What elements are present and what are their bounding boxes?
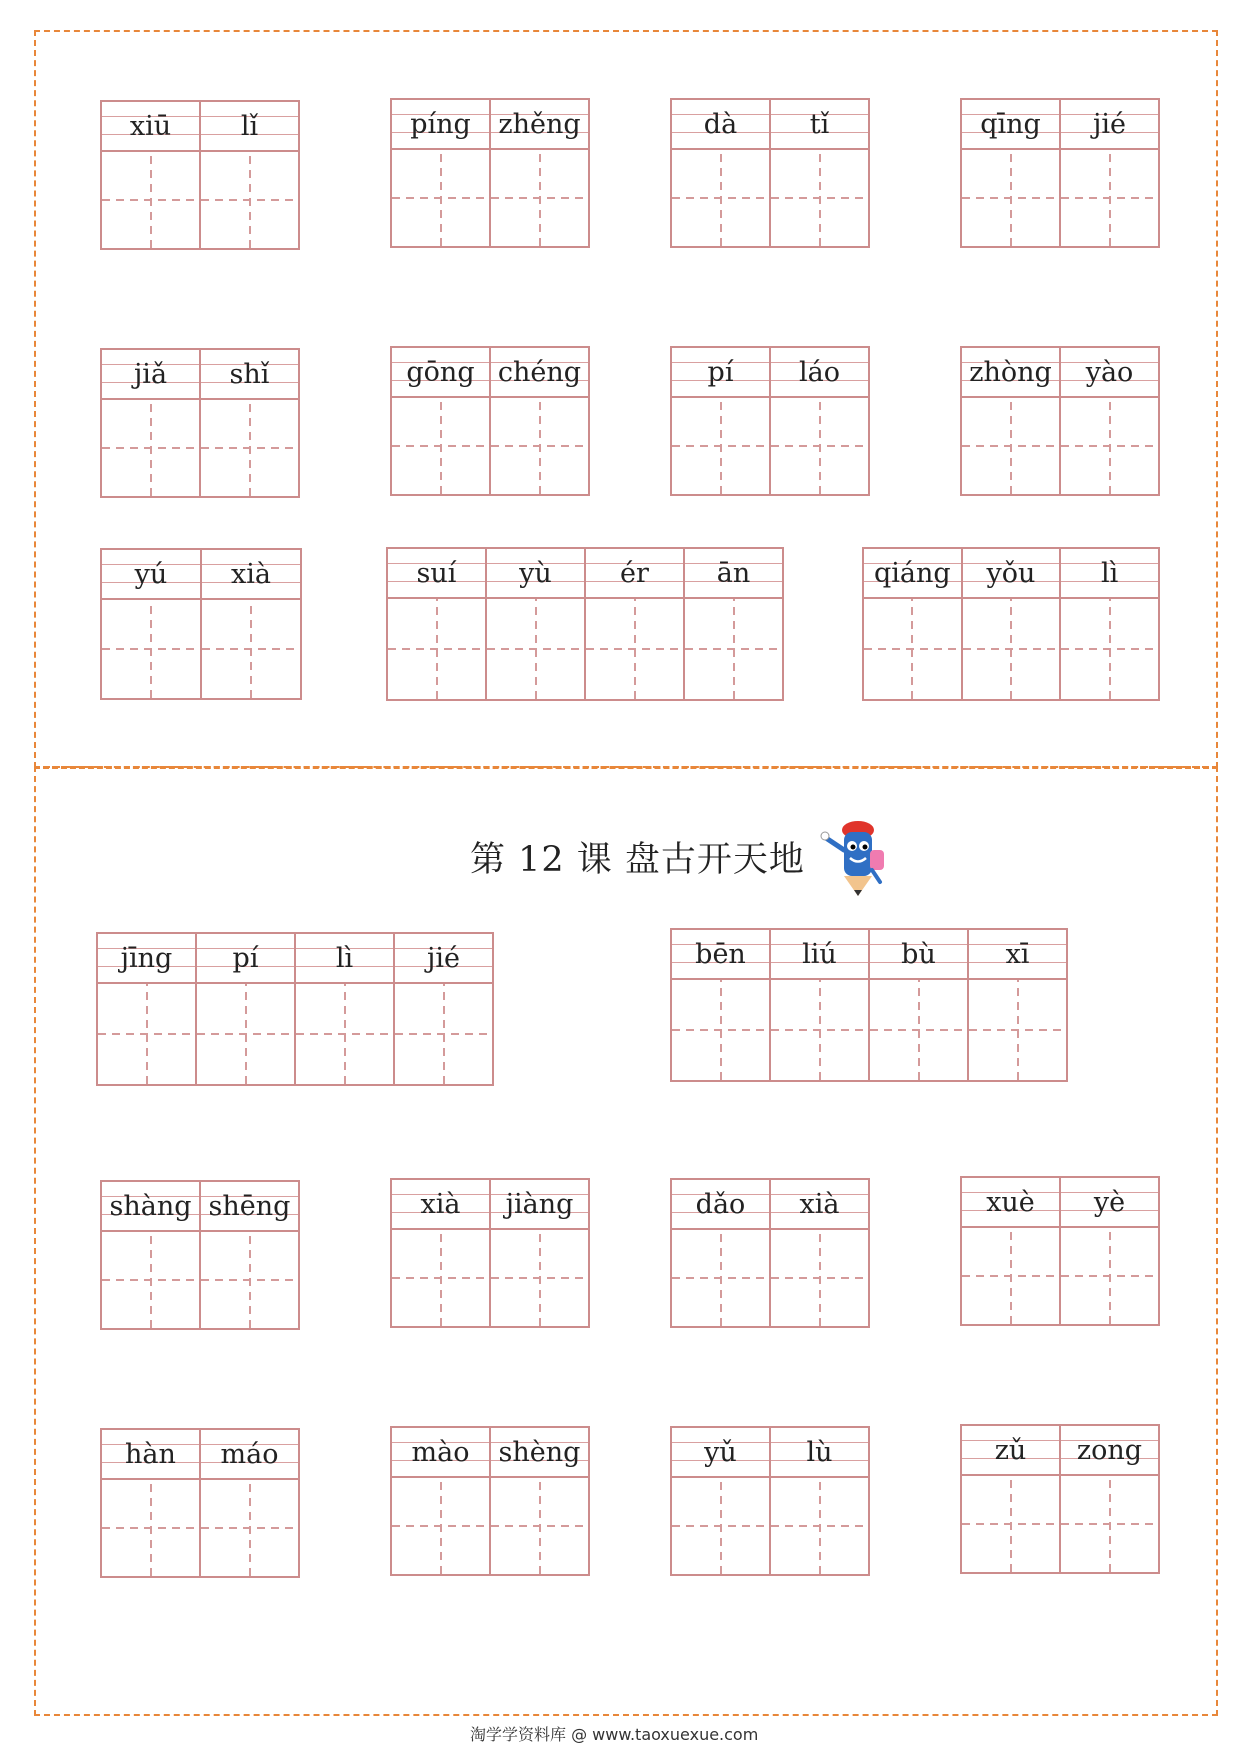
- writing-box[interactable]: [672, 398, 769, 494]
- pinyin-label: [392, 1180, 489, 1230]
- character-cell: [98, 934, 197, 1084]
- character-cell: [962, 348, 1061, 494]
- character-cell: [392, 1428, 491, 1574]
- pinyin-text: jiàng: [505, 1188, 574, 1220]
- pinyin-label: [392, 1428, 489, 1478]
- writing-box[interactable]: [201, 400, 298, 496]
- pinyin-text: gōng: [406, 356, 475, 388]
- character-cell: [201, 350, 298, 496]
- writing-box[interactable]: [672, 980, 769, 1080]
- pinyin-text: láo: [799, 356, 840, 388]
- pinyin-label: [962, 1426, 1059, 1476]
- pinyin-label: [969, 930, 1066, 980]
- writing-box[interactable]: [962, 398, 1059, 494]
- word-grid: [96, 932, 494, 1086]
- pinyin-label: [962, 348, 1059, 398]
- writing-box[interactable]: [197, 984, 294, 1084]
- pinyin-text: píng: [410, 108, 471, 140]
- character-cell: [1061, 100, 1158, 246]
- pinyin-label: [672, 1180, 769, 1230]
- pinyin-text: hàn: [125, 1438, 176, 1470]
- writing-box[interactable]: [962, 150, 1059, 246]
- writing-box[interactable]: [672, 1478, 769, 1574]
- pinyin-label: [672, 100, 769, 150]
- character-cell: [672, 348, 771, 494]
- word-grid: [670, 346, 870, 496]
- pinyin-label: [487, 549, 584, 599]
- pinyin-label: [102, 350, 199, 400]
- word-grid: [386, 547, 784, 701]
- pinyin-text: lì: [335, 942, 354, 974]
- writing-box[interactable]: [491, 1478, 588, 1574]
- writing-box[interactable]: [962, 1476, 1059, 1572]
- character-cell: [197, 934, 296, 1084]
- writing-box[interactable]: [771, 150, 868, 246]
- pinyin-label: [491, 348, 588, 398]
- pinyin-text: lì: [1101, 557, 1119, 589]
- word-grid: [390, 1178, 590, 1328]
- character-cell: [586, 549, 685, 699]
- pinyin-label: [491, 1180, 588, 1230]
- pinyin-text: jié: [1093, 108, 1126, 140]
- pinyin-label: [1061, 1426, 1158, 1476]
- writing-box[interactable]: [102, 1232, 199, 1328]
- pinyin-text: chéng: [497, 356, 582, 388]
- writing-box[interactable]: [491, 150, 588, 246]
- pinyin-label: [102, 550, 200, 600]
- writing-box[interactable]: [771, 1478, 868, 1574]
- character-cell: [864, 549, 963, 699]
- pinyin-text: yú: [134, 558, 168, 590]
- writing-box[interactable]: [102, 1480, 199, 1576]
- pinyin-text: shàng: [109, 1190, 192, 1222]
- pinyin-label: [672, 930, 769, 980]
- writing-box[interactable]: [963, 599, 1060, 699]
- writing-box[interactable]: [491, 398, 588, 494]
- pinyin-label: [201, 1430, 298, 1480]
- character-cell: [672, 930, 771, 1080]
- pinyin-label: [962, 100, 1059, 150]
- word-grid: [862, 547, 1160, 701]
- character-cell: [102, 1182, 201, 1328]
- pinyin-text: xià: [420, 1188, 461, 1220]
- character-cell: [870, 930, 969, 1080]
- pinyin-label: [870, 930, 967, 980]
- character-cell: [201, 1430, 298, 1576]
- pinyin-text: zhòng: [969, 356, 1052, 388]
- character-cell: [962, 100, 1061, 246]
- pinyin-text: bēn: [695, 938, 746, 970]
- character-cell: [771, 100, 868, 246]
- pinyin-text: suí: [416, 557, 457, 589]
- pinyin-text: qiáng: [873, 557, 951, 589]
- character-cell: [491, 100, 588, 246]
- character-cell: [771, 930, 870, 1080]
- character-cell: [102, 1430, 201, 1576]
- pinyin-label: [586, 549, 683, 599]
- character-cell: [392, 348, 491, 494]
- pinyin-text: zǔ: [994, 1434, 1027, 1466]
- word-grid: [390, 1426, 590, 1576]
- writing-box[interactable]: [870, 980, 967, 1080]
- pinyin-label: [395, 934, 492, 984]
- pinyin-text: xuè: [986, 1186, 1035, 1218]
- character-cell: [963, 549, 1062, 699]
- writing-box[interactable]: [201, 1232, 298, 1328]
- writing-box[interactable]: [864, 599, 961, 699]
- character-cell: [102, 550, 202, 698]
- word-grid: [100, 348, 300, 498]
- pinyin-text: zong: [1076, 1434, 1143, 1466]
- pinyin-text: shēng: [208, 1190, 291, 1222]
- word-grid: [670, 1426, 870, 1576]
- section-divider: [34, 766, 1218, 769]
- writing-box[interactable]: [395, 984, 492, 1084]
- character-cell: [392, 100, 491, 246]
- pinyin-label: [771, 930, 868, 980]
- writing-box[interactable]: [685, 599, 782, 699]
- pinyin-label: [771, 348, 868, 398]
- pencil-mascot-icon: [818, 820, 896, 900]
- writing-box[interactable]: [202, 600, 300, 698]
- writing-box[interactable]: [672, 1230, 769, 1326]
- character-cell: [487, 549, 586, 699]
- writing-box[interactable]: [392, 398, 489, 494]
- writing-box[interactable]: [392, 1230, 489, 1326]
- writing-box[interactable]: [388, 599, 485, 699]
- pinyin-label: [1061, 100, 1158, 150]
- character-cell: [1061, 549, 1158, 699]
- pinyin-text: pí: [707, 356, 734, 388]
- character-cell: [1061, 1178, 1158, 1324]
- pinyin-text: jiǎ: [133, 358, 168, 390]
- word-grid: [100, 548, 302, 700]
- pinyin-text: liú: [802, 938, 837, 970]
- word-grid: [100, 1428, 300, 1578]
- writing-box[interactable]: [586, 599, 683, 699]
- writing-box[interactable]: [491, 1230, 588, 1326]
- pinyin-label: [672, 348, 769, 398]
- word-grid: [960, 1176, 1160, 1326]
- character-cell: [201, 102, 298, 248]
- word-grid: [670, 98, 870, 248]
- character-cell: [491, 1180, 588, 1326]
- writing-box[interactable]: [98, 984, 195, 1084]
- pinyin-label: [1061, 549, 1158, 599]
- pinyin-text: tǐ: [809, 108, 830, 140]
- word-grid: [390, 346, 590, 496]
- pinyin-label: [201, 350, 298, 400]
- pinyin-text: ān: [716, 557, 751, 589]
- pinyin-text: shèng: [498, 1436, 581, 1468]
- character-cell: [388, 549, 487, 699]
- writing-box[interactable]: [969, 980, 1066, 1080]
- pinyin-text: yù: [519, 557, 552, 589]
- writing-box[interactable]: [1061, 1476, 1158, 1572]
- character-cell: [1061, 348, 1158, 494]
- character-cell: [771, 1428, 868, 1574]
- character-cell: [201, 1182, 298, 1328]
- character-cell: [672, 1428, 771, 1574]
- writing-box[interactable]: [392, 1478, 489, 1574]
- pinyin-text: xià: [799, 1188, 840, 1220]
- pinyin-text: yǔ: [704, 1436, 737, 1468]
- character-cell: [685, 549, 782, 699]
- word-grid: [960, 1424, 1160, 1574]
- pinyin-text: xiū: [129, 110, 172, 142]
- pinyin-label: [771, 1180, 868, 1230]
- pinyin-label: [1061, 1178, 1158, 1228]
- character-cell: [392, 1180, 491, 1326]
- pinyin-label: [197, 934, 294, 984]
- character-cell: [202, 550, 300, 698]
- character-cell: [962, 1178, 1061, 1324]
- writing-box[interactable]: [487, 599, 584, 699]
- character-cell: [296, 934, 395, 1084]
- character-cell: [962, 1426, 1061, 1572]
- footer-credit: 淘学学资料库 @ www.taoxuexue.com: [470, 1725, 759, 1744]
- writing-box[interactable]: [771, 398, 868, 494]
- pinyin-label: [296, 934, 393, 984]
- pinyin-label: [102, 1430, 199, 1480]
- writing-box[interactable]: [102, 400, 199, 496]
- pinyin-label: [864, 549, 961, 599]
- pinyin-label: [672, 1428, 769, 1478]
- pinyin-label: [685, 549, 782, 599]
- pinyin-label: [202, 550, 300, 600]
- pinyin-text: pí: [232, 942, 259, 974]
- pinyin-text: yè: [1093, 1186, 1126, 1218]
- lesson-title: 第 12 课 盘古开天地: [470, 840, 805, 880]
- character-cell: [102, 102, 201, 248]
- writing-box[interactable]: [1061, 599, 1158, 699]
- word-grid: [390, 98, 590, 248]
- pinyin-label: [392, 100, 489, 150]
- pinyin-label: [102, 102, 199, 152]
- pinyin-text: xià: [231, 558, 271, 590]
- pinyin-label: [771, 100, 868, 150]
- writing-box[interactable]: [771, 1230, 868, 1326]
- pinyin-label: [491, 100, 588, 150]
- pinyin-label: [102, 1182, 199, 1232]
- character-cell: [771, 1180, 868, 1326]
- pinyin-text: dà: [703, 108, 738, 140]
- writing-box[interactable]: [771, 980, 868, 1080]
- character-cell: [491, 348, 588, 494]
- pinyin-label: [98, 934, 195, 984]
- writing-box[interactable]: [1061, 398, 1158, 494]
- pinyin-text: yào: [1085, 356, 1134, 388]
- writing-box[interactable]: [672, 150, 769, 246]
- pinyin-label: [491, 1428, 588, 1478]
- writing-box[interactable]: [102, 600, 200, 698]
- writing-box[interactable]: [392, 150, 489, 246]
- character-cell: [969, 930, 1066, 1080]
- word-grid: [960, 346, 1160, 496]
- pinyin-label: [392, 348, 489, 398]
- character-cell: [1061, 1426, 1158, 1572]
- pinyin-text: bù: [901, 938, 936, 970]
- writing-box[interactable]: [201, 152, 298, 248]
- word-grid: [670, 928, 1068, 1082]
- writing-box[interactable]: [201, 1480, 298, 1576]
- word-grid: [670, 1178, 870, 1328]
- character-cell: [491, 1428, 588, 1574]
- pinyin-text: qīng: [980, 108, 1041, 140]
- character-cell: [395, 934, 492, 1084]
- pinyin-label: [201, 1182, 298, 1232]
- writing-box[interactable]: [102, 152, 199, 248]
- character-cell: [672, 100, 771, 246]
- character-cell: [672, 1180, 771, 1326]
- pinyin-text: shǐ: [229, 358, 270, 390]
- writing-box[interactable]: [296, 984, 393, 1084]
- pinyin-label: [963, 549, 1060, 599]
- writing-box[interactable]: [1061, 150, 1158, 246]
- pinyin-label: [962, 1178, 1059, 1228]
- pinyin-label: [201, 102, 298, 152]
- writing-box[interactable]: [962, 1228, 1059, 1324]
- pinyin-label: [1061, 348, 1158, 398]
- pinyin-text: zhěng: [498, 108, 581, 140]
- pinyin-text: lǐ: [240, 110, 259, 142]
- pinyin-text: ér: [620, 557, 649, 589]
- word-grid: [100, 1180, 300, 1330]
- pinyin-text: mào: [411, 1436, 470, 1468]
- pinyin-text: jīng: [120, 942, 173, 974]
- character-cell: [102, 350, 201, 496]
- pinyin-label: [388, 549, 485, 599]
- pinyin-text: yǒu: [986, 557, 1036, 589]
- pinyin-label: [771, 1428, 868, 1478]
- pinyin-text: lù: [806, 1436, 833, 1468]
- pinyin-text: jié: [427, 942, 460, 974]
- word-grid: [960, 98, 1160, 248]
- pinyin-text: máo: [220, 1438, 279, 1470]
- word-grid: [100, 100, 300, 250]
- writing-box[interactable]: [1061, 1228, 1158, 1324]
- pinyin-text: xī: [1005, 938, 1030, 970]
- character-cell: [771, 348, 868, 494]
- pinyin-text: dǎo: [695, 1188, 746, 1220]
